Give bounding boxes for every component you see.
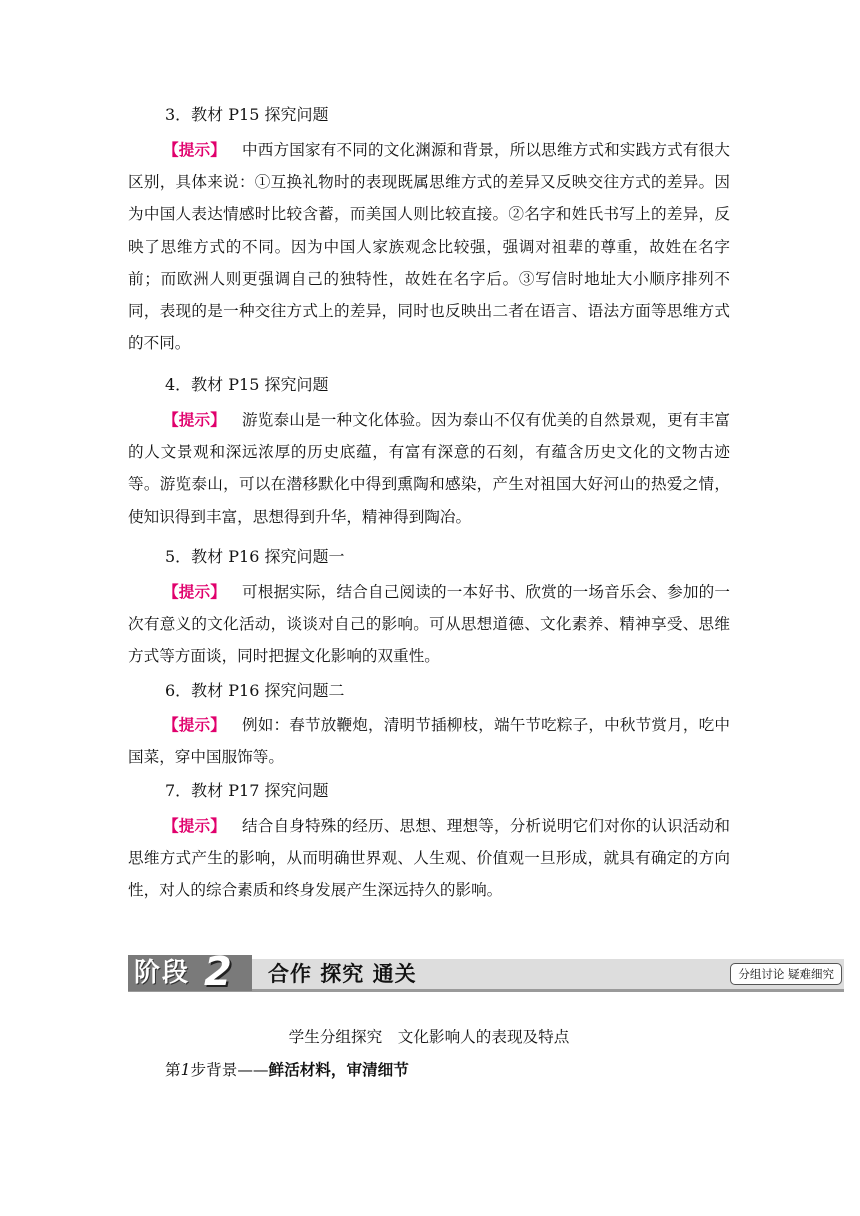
tip-label: 【提示】 <box>163 583 226 601</box>
step-bold: 鲜活材料，审清细节 <box>268 1061 409 1079</box>
tip-label: 【提示】 <box>163 141 226 159</box>
step-prefix: 第 <box>165 1061 181 1079</box>
tip-paragraph <box>128 810 730 907</box>
tip-text: 游览泰山是一种文化体验。因为泰山不仅有优美的自然景观，更有丰富的人文景观和深远浓厚的历史底蕴，有富有深意的石刻，有蕴含历史文化的文物古迹等。游览泰山，可以在潜移默化中得到熏陶和感染，产生对祖国大好河山的热爱之情，使知识得到丰富，思想得到升华，精神得到陶冶。 <box>128 411 730 526</box>
section-title: 学生分组探究 文化影响人的表现及特点 <box>288 1028 570 1046</box>
step-number: 1 <box>180 1061 191 1079</box>
stage-badge <box>128 949 252 995</box>
tip-text: 例如：春节放鞭炮，清明节插柳枝，端午节吃粽子，中秋节赏月，吃中国菜，穿中国服饰等。 <box>128 716 730 767</box>
tip-paragraph <box>128 134 730 359</box>
item-heading: 6．教材 P16 探究问题二 <box>165 681 345 700</box>
banner-title: 合作 探究 通关 <box>268 962 417 986</box>
item-heading: 7．教材 P17 探究问题 <box>165 781 329 800</box>
tip-text: 可根据实际，结合自己阅读的一本好书、欣赏的一场音乐会、参加的一次有意义的文化活动，谈谈对自己的影响。可从思想道德、文化素养、精神享受、思维方式等方面谈，同时把握文化影响的双重性。 <box>128 583 730 666</box>
tip-label: 【提示】 <box>163 716 226 734</box>
banner-tag: 分组讨论 疑难细究 <box>730 963 842 985</box>
item-heading: 5．教材 P16 探究问题一 <box>165 547 345 566</box>
tip-paragraph <box>128 709 730 773</box>
tip-text: 结合自身特殊的经历、思想、理想等，分析说明它们对你的认识活动和思维方式产生的影响，从而明确世界观、人生观、价值观一旦形成，就具有确定的方向性，对人的综合素质和终身发展产生深远持久的影响。 <box>128 817 730 900</box>
tip-text: 中西方国家有不同的文化渊源和背景，所以思维方式和实践方式有很大区别，具体来说：①互换礼物时的表现既属思维方式的差异又反映交往方式的差异。因为中国人表达情感时比较含蓄，而美国人则比较直接。②名字和姓氏书写上的差异，反映了思维方式的不同。因为中国人家族观念比较强，强调对祖辈的尊重，故姓在名字前；而欧洲人则更强调自己的独特性，故姓在名字后。③写信时地址大小顺序排列不同，表现的是一种交往方式上的差异，同时也反映出二者在语言、语法方面等思维方式的不同。 <box>128 141 730 353</box>
step-line <box>165 1059 409 1081</box>
step-middle: 步背景—— <box>190 1061 269 1079</box>
stage-label: 阶段 <box>134 958 191 988</box>
item-heading: 3．教材 P15 探究问题 <box>165 105 329 124</box>
item-heading: 4．教材 P15 探究问题 <box>165 375 329 394</box>
tip-label: 【提示】 <box>163 411 226 429</box>
tip-label: 【提示】 <box>163 817 226 835</box>
tip-paragraph <box>128 576 730 673</box>
stage-banner <box>128 949 844 995</box>
stage-number: 2 <box>204 949 232 995</box>
tip-paragraph <box>128 404 730 533</box>
